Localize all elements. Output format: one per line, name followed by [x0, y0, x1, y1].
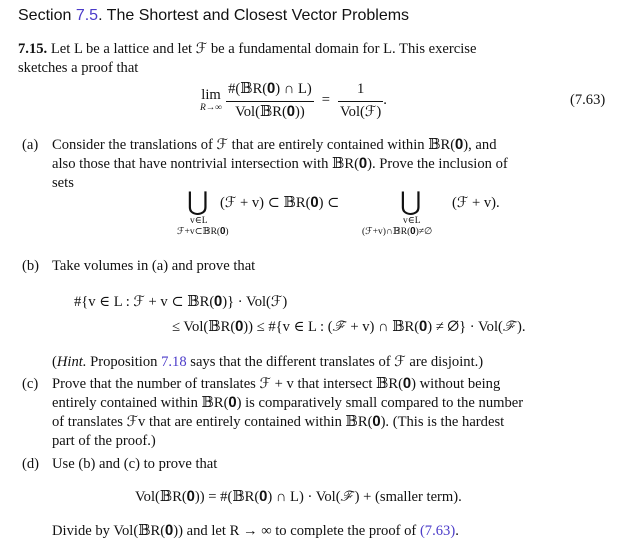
equation-number: (7.63): [570, 92, 606, 108]
part-d-final: [52, 522, 459, 542]
union-left-sub1: v∈L: [190, 216, 208, 226]
rhs-numerator: 1: [338, 80, 383, 102]
rhs-fraction: [338, 80, 383, 122]
hint-text1: Proposition: [86, 354, 162, 370]
lim-subscript: R→∞: [200, 103, 223, 113]
section-title: . The Shortest and Closest Vector Problems: [98, 7, 410, 24]
inclusion-right: (ℱ + v).: [452, 195, 500, 211]
section-number-link[interactable]: 7.5: [75, 7, 99, 24]
equation-7-63: [200, 79, 387, 123]
part-b-line1: Take volumes in (a) and prove that: [52, 258, 256, 274]
section-header: [18, 6, 409, 26]
hint-word: Hint.: [56, 354, 87, 370]
union-right-sub1: v∈L: [403, 216, 421, 226]
part-d-equation: Vol(𝔹R(𝟎)) = #(𝔹R(𝟎) ∩ L) · Vol(ℱ) + (smaller term).: [135, 489, 462, 505]
proposition-7-18-link[interactable]: 7.18: [161, 354, 187, 370]
lim-block: [200, 88, 222, 114]
union-symbol-left: ⋃: [187, 187, 209, 217]
exercise-number: 7.15.: [18, 41, 48, 57]
equation-7-63-link[interactable]: (7.63): [419, 523, 456, 539]
union-symbol-right: ⋃: [400, 187, 422, 217]
rhs-period: .: [383, 92, 387, 109]
rhs-denominator: Vol(ℱ): [339, 103, 382, 120]
part-c-line4: part of the proof.): [52, 433, 156, 449]
exercise-intro-line1: [18, 40, 476, 60]
hint-open-paren: (: [52, 354, 57, 370]
final-period: .: [455, 523, 459, 539]
inclusion-middle: (ℱ + v) ⊂ 𝔹R(𝟎) ⊂: [220, 195, 340, 211]
lhs-denominator: Vol(𝔹R(𝟎)): [235, 103, 305, 120]
part-d-label: (d): [22, 456, 40, 472]
part-c-line3: of translates ℱv that are entirely contained within 𝔹R(𝟎). (This is the hardest: [52, 414, 505, 430]
union-left-sub2: ℱ+v⊂𝔹R(𝟎): [177, 227, 229, 237]
part-a-line2: also those that have nontrivial intersection with 𝔹R(𝟎). Prove the inclusion of: [52, 156, 508, 172]
part-b-ineq-line1: #{v ∈ L : ℱ + v ⊂ 𝔹R(𝟎)} · Vol(ℱ): [74, 294, 288, 310]
section-word: Section: [18, 7, 72, 24]
part-c-label: (c): [22, 376, 39, 392]
part-a-label: (a): [22, 137, 39, 153]
part-c-line2: entirely contained within 𝔹R(𝟎) is comparatively small compared to the number: [52, 395, 524, 411]
exercise-intro-line2: sketches a proof that: [18, 60, 139, 76]
union-right-sub2: (ℱ+v)∩𝔹R(𝟎)≠∅: [362, 227, 433, 237]
hint-text2: says that the different translates of ℱ are disjoint.): [186, 354, 484, 370]
part-c-line1: Prove that the number of translates ℱ + v that intersect 𝔹R(𝟎) without being: [52, 376, 501, 392]
part-b-hint: [52, 353, 483, 373]
lim-word: lim: [201, 87, 221, 103]
equals-sign: =: [321, 92, 330, 109]
part-a-line1: Consider the translations of ℱ that are entirely contained within 𝔹R(𝟎), and: [52, 137, 497, 153]
part-d-line1: Use (b) and (c) to prove that: [52, 456, 218, 472]
final-text: Divide by Vol(𝔹R(𝟎)) and let R → ∞ to complete the proof of: [52, 523, 420, 539]
part-b-label: (b): [22, 258, 40, 274]
lhs-fraction: [226, 80, 314, 122]
exercise-intro-text1: Let L be a lattice and let ℱ be a fundamental domain for L. This exercise: [50, 41, 477, 57]
lhs-numerator: #(𝔹R(𝟎) ∩ L): [226, 80, 314, 102]
part-a-line3: sets: [52, 175, 74, 191]
part-b-ineq-line2: ≤ Vol(𝔹R(𝟎)) ≤ #{v ∈ L : (ℱ + v) ∩ 𝔹R(𝟎) ≠ ∅} · Vol(ℱ).: [172, 319, 526, 335]
